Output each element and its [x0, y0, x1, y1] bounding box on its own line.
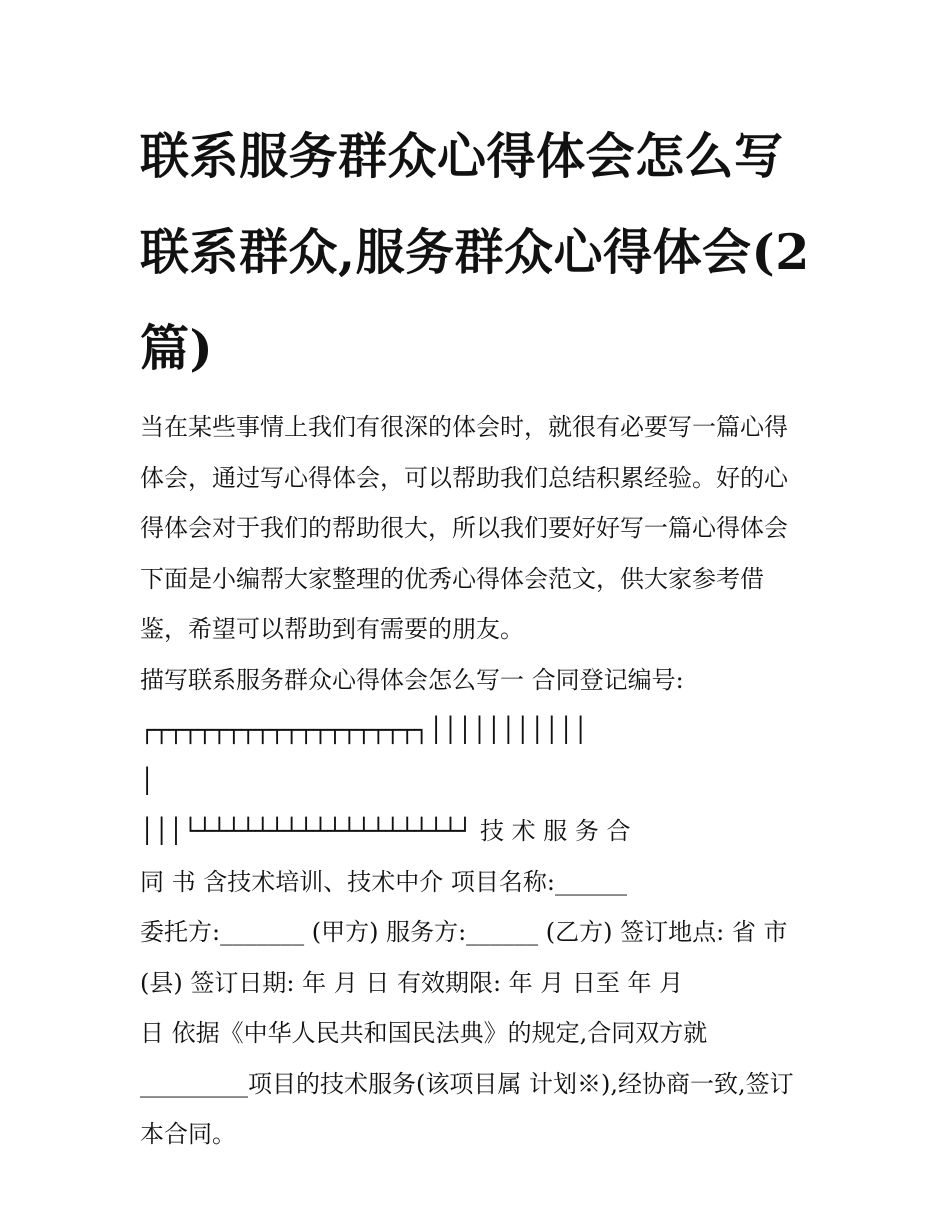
body-line-14: _________项目的技术服务(该项目属 计划※),经协商一致,签订	[140, 1069, 794, 1098]
registration-box-mid: │	[140, 766, 155, 795]
body-line-3: 得体会对于我们的帮助很大，所以我们要好好写一篇心得体会	[140, 514, 788, 542]
title-line-1: 联系服务群众心得体会怎么写	[140, 127, 784, 185]
body-line-2: 体会，通过写心得体会，可以帮助我们总结积累经验。好的心	[140, 463, 788, 492]
document-title	[140, 108, 812, 396]
body-line-15: 本合同。	[140, 1120, 236, 1148]
document-page	[140, 108, 812, 1160]
body-line-6: 描写联系服务群众心得体会怎么写一 合同登记编号:	[140, 665, 684, 694]
title-line-2: 联系群众,服务群众心得体会(2	[140, 223, 810, 281]
registration-box-top: ┌┬┬┬┬┬┬┬┬┬┬┬┬┬┬┬┬┬┬┐│││││││││││	[140, 716, 588, 744]
body-line-12: (县) 签订日期: 年 月 日 有效期限: 年 月 日至 年 月	[140, 968, 684, 997]
body-line-5: 鉴，希望可以帮助到有需要的朋友。	[140, 615, 524, 643]
body-line-13: 日 依据《中华人民共和国民法典》的规定,合同双方就	[140, 1019, 708, 1047]
registration-box-bottom: │││└┴┴┴┴┴┴┴┴┴┴┴┴┴┴┴┴┴┴┘ 技 术 服 务 合	[140, 817, 631, 845]
body-line-11: 委托方:_______ (甲方) 服务方:______ (乙方) 签订地点: 省 市	[140, 918, 788, 946]
title-line-3: 篇)	[140, 319, 214, 377]
document-body	[140, 402, 812, 1160]
body-line-10: 同 书 含技术培训、技术中介 项目名称:______	[140, 867, 627, 896]
body-line-1: 当在某些事情上我们有很深的体会时，就很有必要写一篇心得	[140, 413, 788, 441]
body-line-4: 下面是小编帮大家整理的优秀心得体会范文，供大家参考借	[140, 564, 764, 593]
